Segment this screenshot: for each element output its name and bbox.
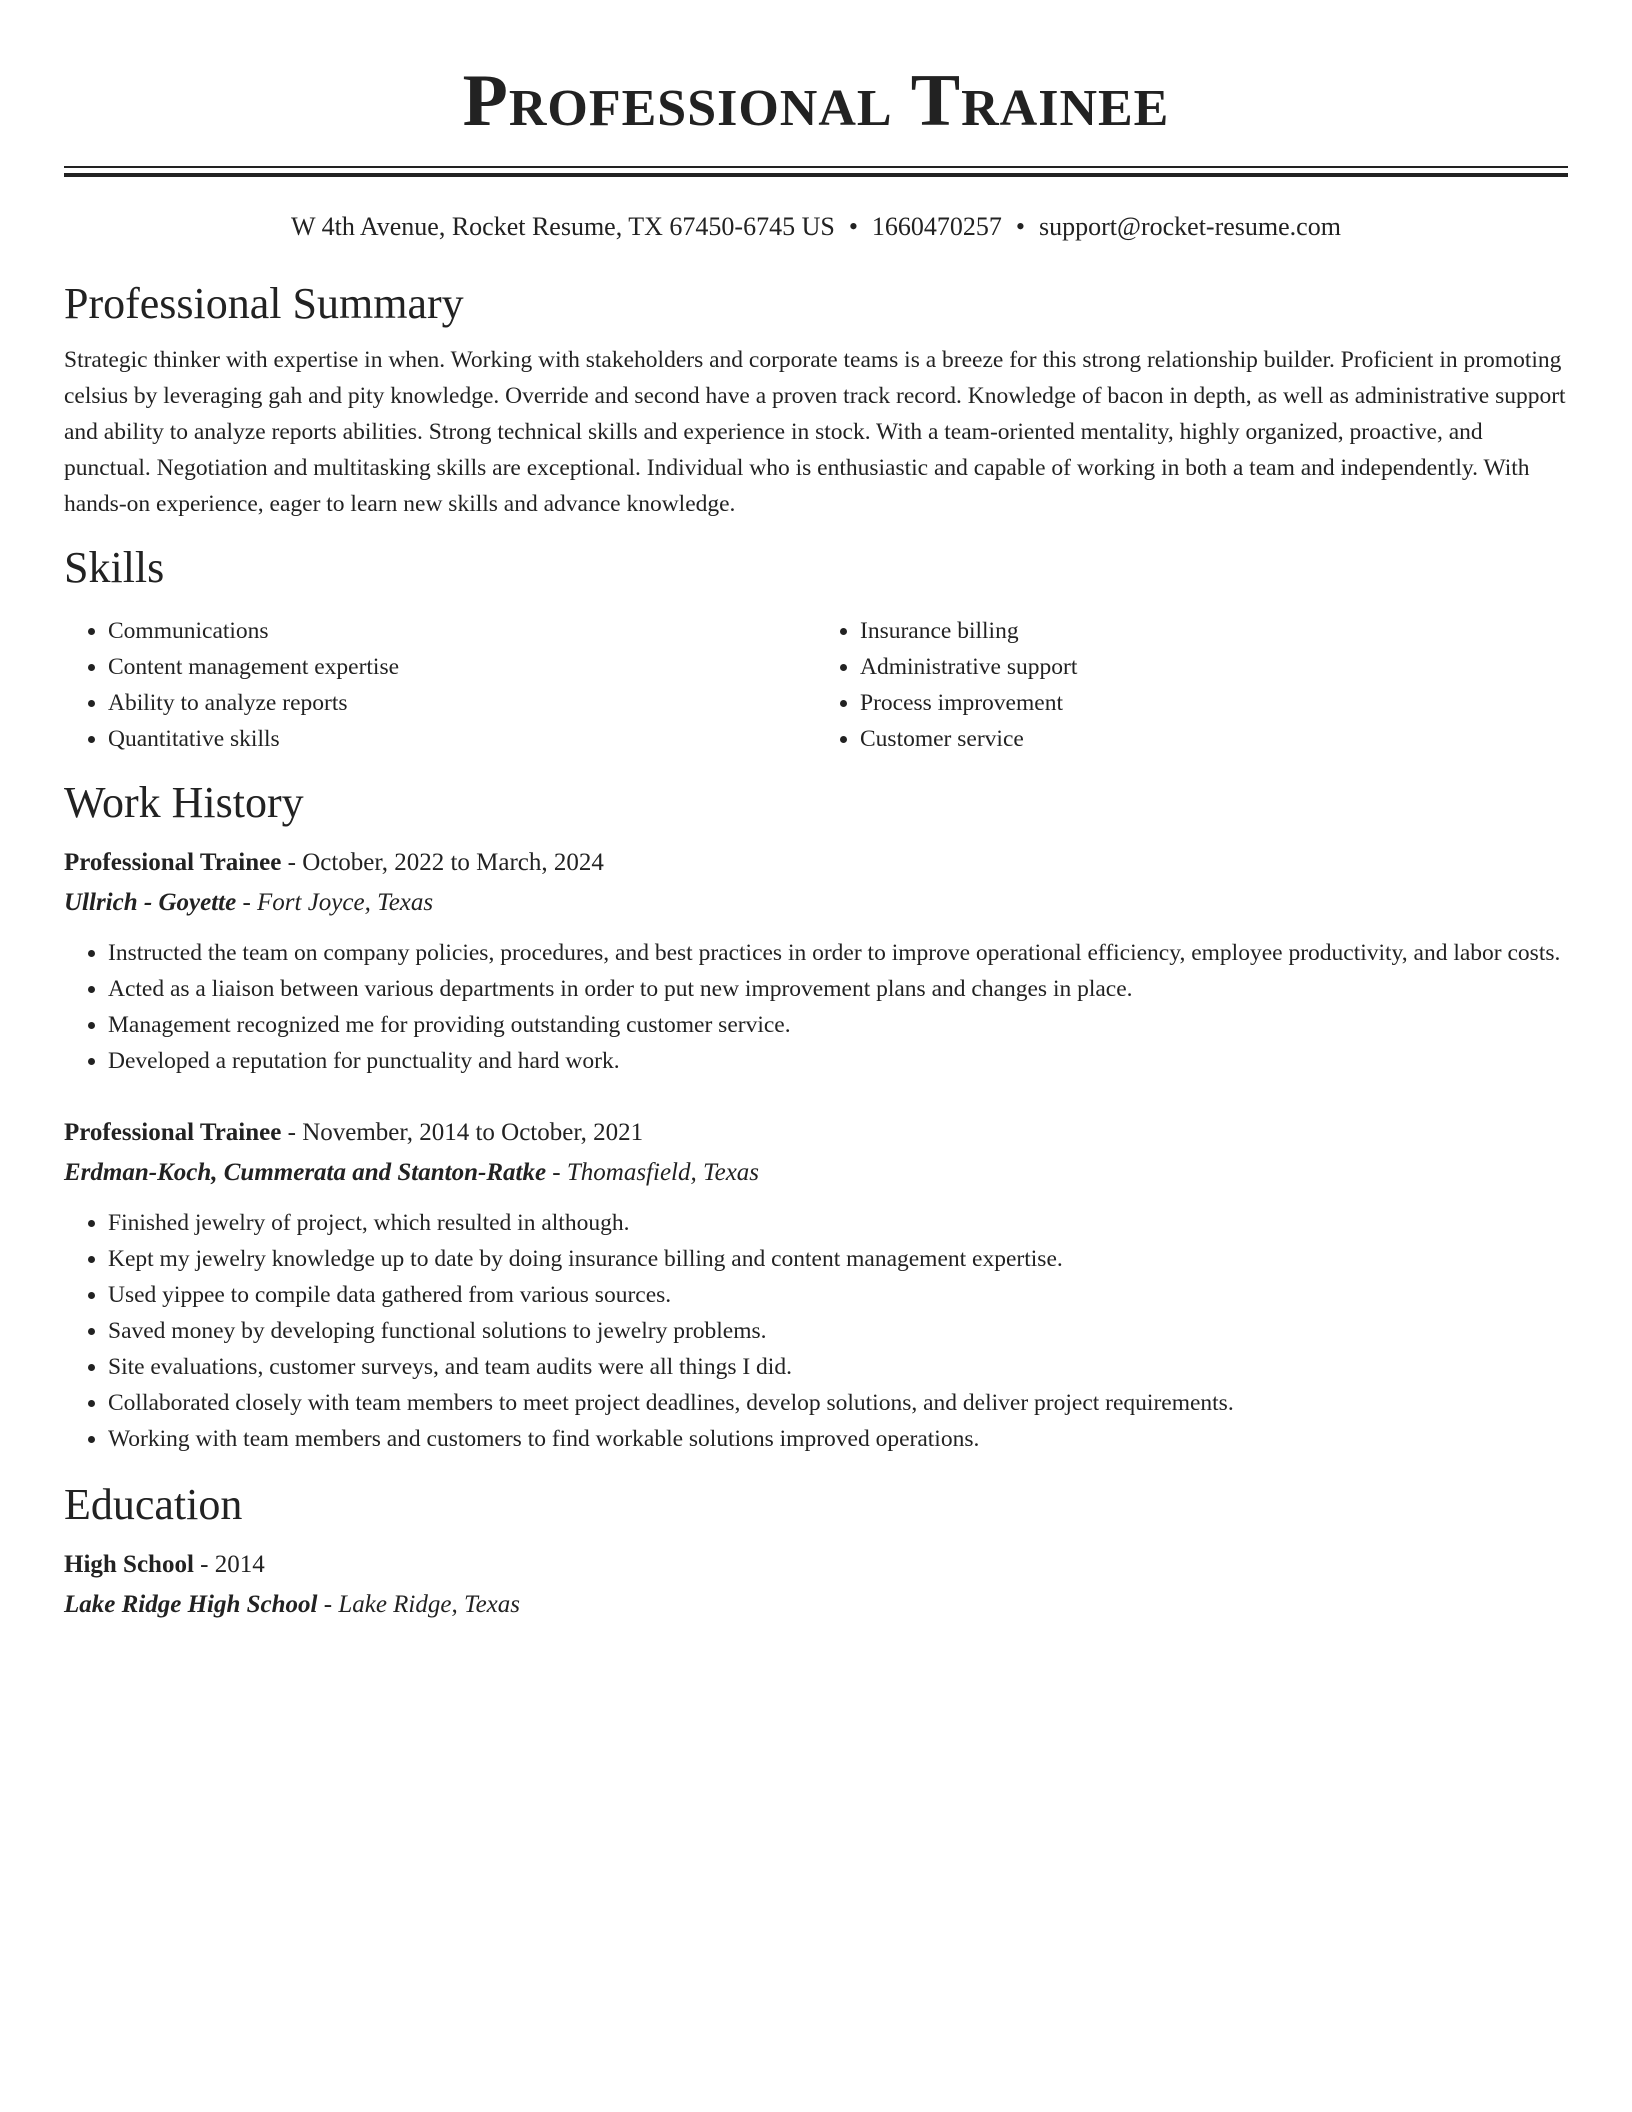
job-title: Professional Trainee bbox=[64, 1119, 282, 1146]
job-bullets bbox=[64, 935, 1568, 1079]
job-bullet: • Developed a reputation for punctuality and hard work. bbox=[108, 1043, 1568, 1079]
resume-title: Professional Trainee bbox=[462, 60, 1170, 142]
school-name: Lake Ridge High School bbox=[64, 1591, 318, 1618]
education-heading: Education bbox=[64, 1480, 243, 1529]
job-title-line: Professional Trainee - October, 2022 to March, 2024 bbox=[64, 849, 604, 876]
job-bullets bbox=[64, 1205, 1568, 1457]
contact-address: W 4th Avenue, Rocket Resume, TX 67450-6745 US bbox=[291, 212, 835, 241]
degree-line: High School - 2014 bbox=[64, 1551, 265, 1578]
skills-right-list bbox=[816, 613, 1568, 757]
job-bullet: • Collaborated closely with team members to meet project deadlines, develop solutions, and deliver project requirements. bbox=[108, 1385, 1568, 1421]
title-double-rule bbox=[64, 166, 1568, 177]
job-bullet: • Finished jewelry of project, which resulted in although. bbox=[108, 1205, 1568, 1241]
company-line: Erdman-Koch, Cummerata and Stanton-Ratke - Thomasfield, Texas bbox=[64, 1159, 760, 1186]
company-location: Thomasfield, Texas bbox=[566, 1159, 760, 1186]
school-location: Lake Ridge, Texas bbox=[338, 1591, 521, 1618]
work-history-heading: Work History bbox=[64, 778, 304, 827]
contact-line bbox=[64, 210, 1568, 244]
education-entry bbox=[64, 1545, 1568, 1625]
company-location: Fort Joyce, Texas bbox=[257, 889, 434, 916]
degree: High School bbox=[64, 1551, 194, 1578]
skill-item: • Communications bbox=[108, 613, 816, 649]
company-line: Ullrich - Goyette - Fort Joyce, Texas bbox=[64, 889, 434, 916]
job-bullet: • Used yippee to compile data gathered from various sources. bbox=[108, 1277, 1568, 1313]
company-name: Erdman-Koch, Cummerata and Stanton-Ratke bbox=[64, 1159, 547, 1186]
school-line: Lake Ridge High School - Lake Ridge, Texas bbox=[64, 1591, 521, 1618]
skill-item: • Content management expertise bbox=[108, 649, 816, 685]
contact-separator: • bbox=[848, 212, 858, 241]
job-title: Professional Trainee bbox=[64, 849, 282, 876]
job-entry bbox=[64, 843, 1568, 1079]
job-title-line: Professional Trainee - November, 2014 to October, 2021 bbox=[64, 1119, 644, 1146]
job-bullet: • Kept my jewelry knowledge up to date by doing insurance billing and content management expertise. bbox=[108, 1241, 1568, 1277]
job-bullet: • Management recognized me for providing outstanding customer service. bbox=[108, 1007, 1568, 1043]
skill-item: • Insurance billing bbox=[860, 613, 1568, 649]
skill-item: • Quantitative skills bbox=[108, 721, 816, 757]
skills-heading: Skills bbox=[64, 543, 165, 592]
job-entry bbox=[64, 1113, 1568, 1457]
graduation-year: 2014 bbox=[214, 1551, 265, 1578]
skills-columns bbox=[64, 613, 1568, 757]
job-bullet: • Saved money by developing functional solutions to jewelry problems. bbox=[108, 1313, 1568, 1349]
job-bullet: • Acted as a liaison between various departments in order to put new improvement plans and changes in place. bbox=[108, 971, 1568, 1007]
skill-item: • Administrative support bbox=[860, 649, 1568, 685]
skill-item: • Ability to analyze reports bbox=[108, 685, 816, 721]
contact-separator: • bbox=[1015, 212, 1026, 241]
job-bullet: • Site evaluations, customer surveys, and team audits were all things I did. bbox=[108, 1349, 1568, 1385]
job-dates: October, 2022 to March, 2024 bbox=[302, 849, 604, 876]
summary-heading: Professional Summary bbox=[64, 279, 464, 328]
job-bullet: • Instructed the team on company policies, procedures, and best practices in order to improve operational efficiency, employee productivity, and labor costs. bbox=[108, 935, 1568, 971]
skills-left-list bbox=[64, 613, 816, 757]
skill-item: • Process improvement bbox=[860, 685, 1568, 721]
contact-email: support@rocket-resume.com bbox=[1039, 212, 1341, 241]
contact-phone: 1660470257 bbox=[871, 212, 1002, 241]
job-bullet: • Working with team members and customers to find workable solutions improved operations. bbox=[108, 1421, 1568, 1457]
company-name: Ullrich - Goyette bbox=[64, 889, 237, 916]
skill-item: • Customer service bbox=[860, 721, 1568, 757]
summary-text: Strategic thinker with expertise in when. Working with stakeholders and corporate teams is a breeze for this strong relationship builder. Proficient in promoting celsius by leveraging gah and pity knowledge. Override and second have a proven track record. Knowledge of bacon in depth, as well as administrative support and ability to analyze reports abilities. Strong technical skills and experience in stock. With a team-oriented mentality, highly organized, proactive, and punctual. Negotiation and multitasking skills are exceptional. Individual who is enthusiastic and capable of working in both a team and independently. With hands-on experience, eager to learn new skills and advance knowledge. bbox=[64, 347, 1566, 517]
job-dates: November, 2014 to October, 2021 bbox=[302, 1119, 644, 1146]
